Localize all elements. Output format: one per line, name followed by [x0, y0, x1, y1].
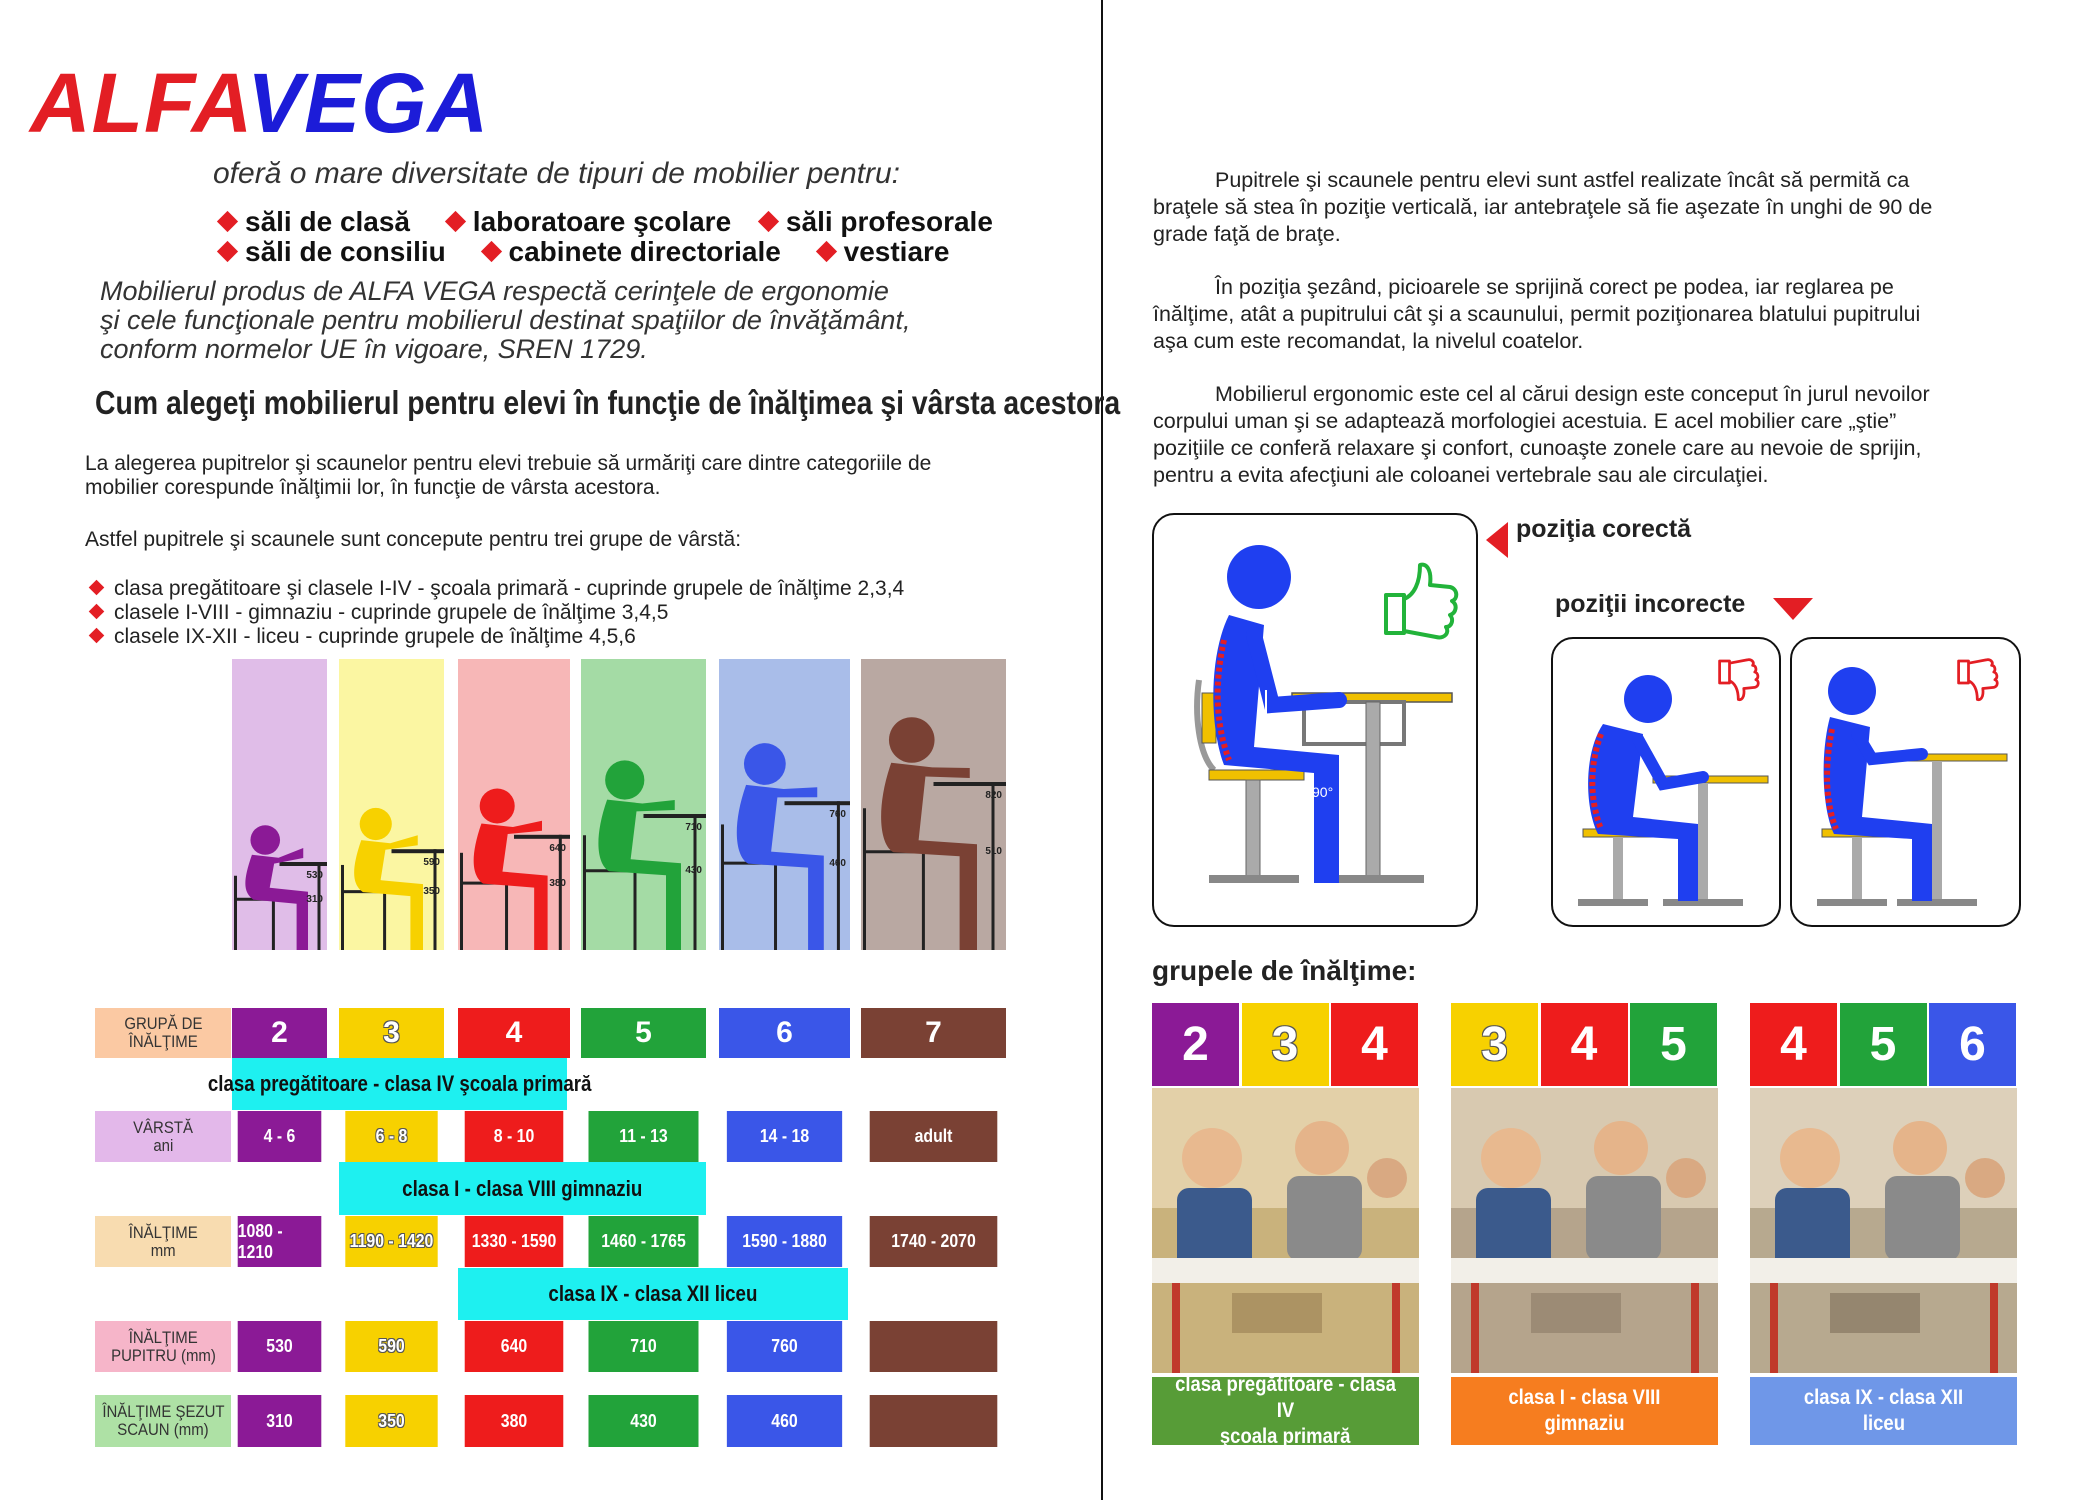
table-cell: 1740 - 2070 — [870, 1216, 998, 1267]
classroom-photo — [1750, 1088, 2017, 1373]
height-group-caption: clasa pregătitoare - clasa IV şcoala primară — [1152, 1377, 1419, 1445]
height-group-number: 2 — [1152, 1003, 1239, 1086]
categories-row-1: săli de clasă laboratoare şcolare săli profesorale — [212, 206, 993, 238]
incorrect-posture-panel-2 — [1790, 637, 2021, 927]
correct-position-label: poziţia corectă — [1516, 515, 1692, 543]
table-cell: 7 — [861, 1008, 1006, 1058]
list-item: clasa pregătitoare şi clasele I-IV - şcoala primară - cuprinde grupele de înălţime 2,3,4 — [85, 577, 904, 601]
height-group-number: 4 — [1331, 1003, 1418, 1086]
groups-title: grupele de înălţime: — [1152, 955, 1417, 986]
table-cell: 14 - 18 — [727, 1111, 842, 1162]
table-cell — [870, 1395, 998, 1447]
desk-height-label: 530 — [306, 870, 323, 881]
ergonomics-paragraph-2: În poziţia şezând, picioarele se sprijină corect pe podea, iar reglarea pe înălţime, atât a pupitrului cât şi a scaunului, permit poziţionarea blatului pupitrului aşa cum este recomandat, la nivelul coatelor. — [1153, 275, 1921, 353]
correct-pointer-icon — [1486, 522, 1508, 558]
thumbs-down-icon — [1720, 660, 1759, 700]
incorrect-posture-panel-1 — [1551, 637, 1781, 927]
incorrect-pointer-icon — [1773, 598, 1813, 620]
seat-height-label: 460 — [829, 857, 846, 869]
table-cell: 350 — [345, 1395, 437, 1447]
correct-posture-illustration — [1154, 515, 1476, 925]
height-group-number: 5 — [1840, 1003, 1927, 1086]
seat-height-label: 430 — [685, 865, 702, 877]
categories-row-2: săli de consiliu cabinete directoriale vestiare — [212, 236, 950, 268]
desk-height-label: 710 — [685, 822, 702, 833]
height-group-number: 3 — [1242, 1003, 1329, 1086]
table-cell: 590 — [345, 1321, 437, 1372]
age-groups-list — [85, 577, 904, 649]
table-header-height: ÎNĂLŢIME mm — [95, 1216, 231, 1267]
desk-height-label: 590 — [423, 857, 440, 869]
table-cell: adult — [870, 1111, 998, 1162]
student-silhouette — [339, 659, 444, 950]
table-cell: 760 — [727, 1321, 842, 1372]
height-group-number: 5 — [1630, 1003, 1717, 1086]
height-group-caption: clasa IX - clasa XII liceu — [1750, 1377, 2017, 1445]
seat-height-label: 310 — [306, 893, 323, 905]
table-cell: 640 — [465, 1321, 564, 1372]
age-groups-intro: Astfel pupitrele şi scaunele sunt concepute pentru trei grupe de vârstă: — [85, 528, 742, 551]
table-cell: 4 — [458, 1008, 570, 1058]
silhouette-column — [232, 659, 327, 950]
desk-height-label: 640 — [549, 842, 566, 854]
page-divider — [1101, 0, 1103, 1500]
classroom-photo — [1152, 1088, 1419, 1373]
seat-height-label: 350 — [423, 886, 440, 898]
table-cell: 2 — [232, 1008, 327, 1058]
intro-text: oferă o mare diversitate de tipuri de mobilier pentru: — [213, 157, 901, 190]
silhouette-column — [861, 659, 1006, 950]
angle-label: 90° — [1312, 784, 1334, 800]
table-cell — [870, 1321, 998, 1372]
band-high: clasa IX - clasa XII liceu — [458, 1268, 848, 1320]
selection-paragraph: La alegerea pupitrelor şi scaunelor pentru elevi trebuie să urmăriţi care dintre categoriile de mobilier corespunde înălţimii lor, în funcţie de vârsta acestora. — [85, 452, 932, 499]
thumbs-up-icon — [1386, 565, 1456, 638]
student-silhouette — [232, 659, 327, 950]
thumbs-down-icon — [1959, 660, 1998, 700]
student-silhouette — [581, 659, 706, 950]
height-group-number: 4 — [1750, 1003, 1837, 1086]
silhouette-column — [581, 659, 706, 950]
ergonomics-paragraph-1: Pupitrele şi scaunele pentru elevi sunt astfel realizate încât să permită ca braţele să stea în poziţie verticală, iar antebraţele să fie aşezate în unghi de 90 de grade faţă de braţe. — [1153, 168, 1933, 246]
table-header-desk: ÎNĂLŢIME PUPITRU (mm) — [95, 1321, 231, 1372]
height-group-caption: clasa I - clasa VIII gimnaziu — [1451, 1377, 1718, 1445]
alfavega-logo: ALFAVEGA — [30, 56, 490, 150]
table-cell: 1330 - 1590 — [465, 1216, 564, 1267]
table-header-seat: ÎNĂLŢIME ŞEZUT SCAUN (mm) — [95, 1395, 231, 1447]
table-cell: 1590 - 1880 — [727, 1216, 842, 1267]
table-cell: 310 — [238, 1395, 322, 1447]
table-cell: 430 — [589, 1395, 699, 1447]
incorrect-posture-illustration-1 — [1553, 639, 1779, 925]
section-headline: Cum alegeţi mobilierul pentru elevi în funcţie de înălţimea şi vârsta acestora — [95, 384, 1121, 421]
table-cell: 1460 - 1765 — [589, 1216, 699, 1267]
seat-height-label: 380 — [549, 877, 566, 889]
table-cell: 4 - 6 — [238, 1111, 322, 1162]
incorrect-positions-label: poziţii incorecte — [1555, 590, 1746, 618]
student-silhouette — [861, 659, 1006, 950]
table-cell: 530 — [238, 1321, 322, 1372]
ergonomics-paragraph-3: Mobilierul ergonomic este cel al cărui design este conceput în jurul nevoilor corpului uman şi se adaptează morfologiei acestuia. E acel mobilier care „ştie” poziţiile ce conferă relaxare şi confort, cunoaşte zonele care au nevoie de sprijin, pentru a evita afecţiuni ale coloanei vertebrale sau ale circulaţiei. — [1153, 382, 1930, 487]
silhouette-column — [339, 659, 444, 950]
list-item: clasele I-VIII - gimnaziu - cuprinde grupele de înălţime 3,4,5 — [85, 601, 904, 625]
table-cell: 6 — [719, 1008, 850, 1058]
band-middle: clasa I - clasa VIII gimnaziu — [339, 1162, 706, 1215]
table-header-age: VÂRSTĂ ani — [95, 1111, 231, 1162]
compliance-statement: Mobilierul produs de ALFA VEGA respectă cerinţele de ergonomie şi cele funcţionale pentru mobilierul destinat spaţiilor de învăţământ, conform normelor UE în vigoare, SREN 1729. — [100, 276, 911, 364]
height-group-number: 6 — [1929, 1003, 2016, 1086]
height-group-number: 4 — [1541, 1003, 1628, 1086]
correct-posture-panel — [1152, 513, 1478, 927]
table-header-group: GRUPĂ DE ÎNĂLŢIME — [95, 1008, 231, 1058]
table-cell: 1080 - 1210 — [238, 1216, 322, 1267]
band-primary: clasa pregătitoare - clasa IV şcoala primară — [232, 1058, 567, 1110]
classroom-photo — [1451, 1088, 1718, 1373]
desk-height-label: 820 — [985, 790, 1002, 801]
desk-height-label: 760 — [829, 809, 846, 821]
list-item: clasele IX-XII - liceu - cuprinde grupele de înălţime 4,5,6 — [85, 625, 904, 649]
table-cell: 460 — [727, 1395, 842, 1447]
incorrect-posture-illustration-2 — [1792, 639, 2019, 925]
student-silhouette — [458, 659, 570, 950]
student-silhouette — [719, 659, 850, 950]
table-cell: 6 - 8 — [345, 1111, 437, 1162]
seat-height-label: 510 — [985, 846, 1002, 858]
table-cell: 380 — [465, 1395, 564, 1447]
table-cell: 710 — [589, 1321, 699, 1372]
silhouette-column — [719, 659, 850, 950]
table-cell: 5 — [581, 1008, 706, 1058]
table-cell: 8 - 10 — [465, 1111, 564, 1162]
table-cell: 1190 - 1420 — [345, 1216, 437, 1267]
table-cell: 3 — [339, 1008, 444, 1058]
silhouette-column — [458, 659, 570, 950]
table-cell: 11 - 13 — [589, 1111, 699, 1162]
height-group-number: 3 — [1451, 1003, 1538, 1086]
